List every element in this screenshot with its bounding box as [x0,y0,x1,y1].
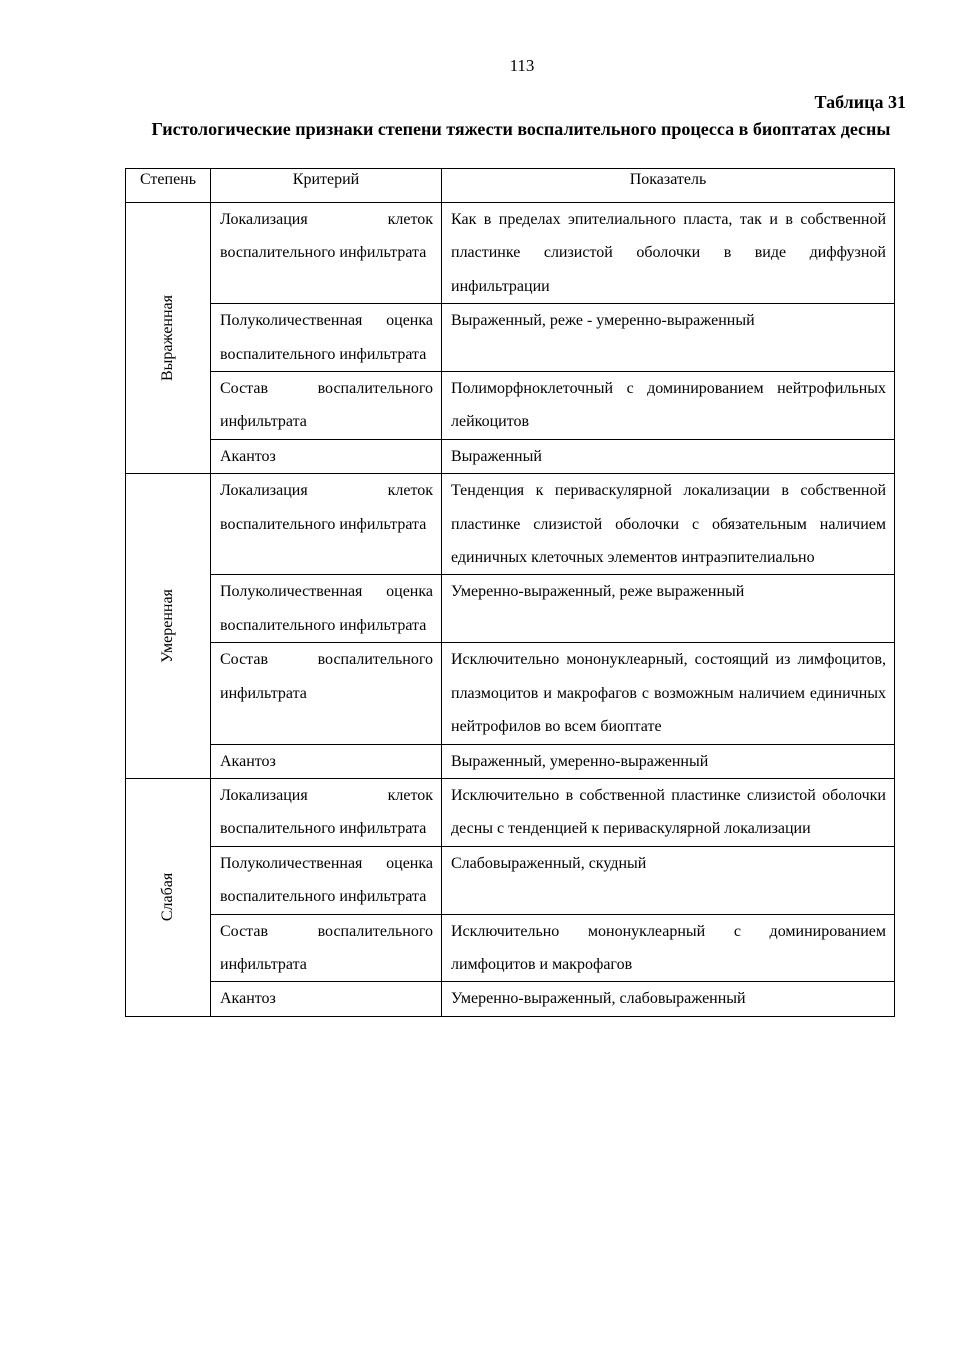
criterion-cell: Акантоз [211,982,442,1016]
criterion-cell: Состав воспалительного инфильтрата [211,914,442,982]
table-row [126,439,895,473]
degree-cell [126,778,211,1016]
criterion-cell: Состав воспалительного инфильтрата [211,372,442,440]
indicator-cell: Выраженный, реже - умеренно-выраженный [442,304,895,372]
criterion-cell: Акантоз [211,439,442,473]
indicator-cell: Тенденция к периваскулярной локализации в собственной пластинке слизистой оболочки с обязательным наличием единичных клеточных элементов интраэпителиально [442,474,895,575]
table-row [126,372,895,440]
degree-label: Умеренная [159,589,176,663]
header-row [126,169,895,203]
degree-label: Выраженная [159,295,176,382]
indicator-cell: Умеренно-выраженный, слабовыраженный [442,982,895,1016]
degree-cell [126,474,211,779]
indicator-cell: Выраженный [442,439,895,473]
criterion-cell: Полуколичественная оценка воспалительного инфильтрата [211,304,442,372]
indicator-cell: Полиморфноклеточный с доминированием нейтрофильных лейкоцитов [442,372,895,440]
indicator-cell: Исключительно мононуклеарный с доминированием лимфоцитов и макрофагов [442,914,895,982]
indicator-cell: Исключительно в собственной пластинке слизистой оболочки десны с тенденцией к периваскулярной локализации [442,778,895,846]
degree-label: Слабая [158,873,176,922]
indicator-cell: Как в пределах эпителиального пласта, так и в собственной пластинке слизистой оболочки в виде диффузной инфильтрации [442,203,895,304]
table-row [126,203,895,304]
histology-table [125,168,895,1017]
table-title: Гистологические признаки степени тяжести воспалительного процесса в биоптатах десны [151,119,891,139]
header-degree: Степень [126,169,211,203]
indicator-cell: Выраженный, умеренно-выраженный [442,744,895,778]
table-row [126,914,895,982]
criterion-cell: Локализация клеток воспалительного инфильтрата [211,778,442,846]
criterion-cell: Полуколичественная оценка воспалительного инфильтрата [211,575,442,643]
degree-cell [126,203,211,474]
table-row [126,304,895,372]
page-number: 113 [509,56,535,75]
table-row [126,744,895,778]
table-row [126,575,895,643]
table-row [126,643,895,744]
table-row [126,778,895,846]
criterion-cell: Состав воспалительного инфильтрата [211,643,442,744]
header-criterion: Критерий [211,169,442,203]
indicator-cell: Слабовыраженный, скудный [442,846,895,914]
table-number: Таблица 31 [814,92,906,112]
criterion-cell: Локализация клеток воспалительного инфильтрата [211,203,442,304]
criterion-cell: Локализация клеток воспалительного инфильтрата [211,474,442,575]
criterion-cell: Акантоз [211,744,442,778]
header-indicator: Показатель [442,169,895,203]
table-row [126,474,895,575]
indicator-cell: Умеренно-выраженный, реже выраженный [442,575,895,643]
table-row [126,982,895,1016]
criterion-cell: Полуколичественная оценка воспалительного инфильтрата [211,846,442,914]
indicator-cell: Исключительно мононуклеарный, состоящий из лимфоцитов, плазмоцитов и макрофагов с возможным наличием единичных нейтрофилов во всем биоптате [442,643,895,744]
table-row [126,846,895,914]
